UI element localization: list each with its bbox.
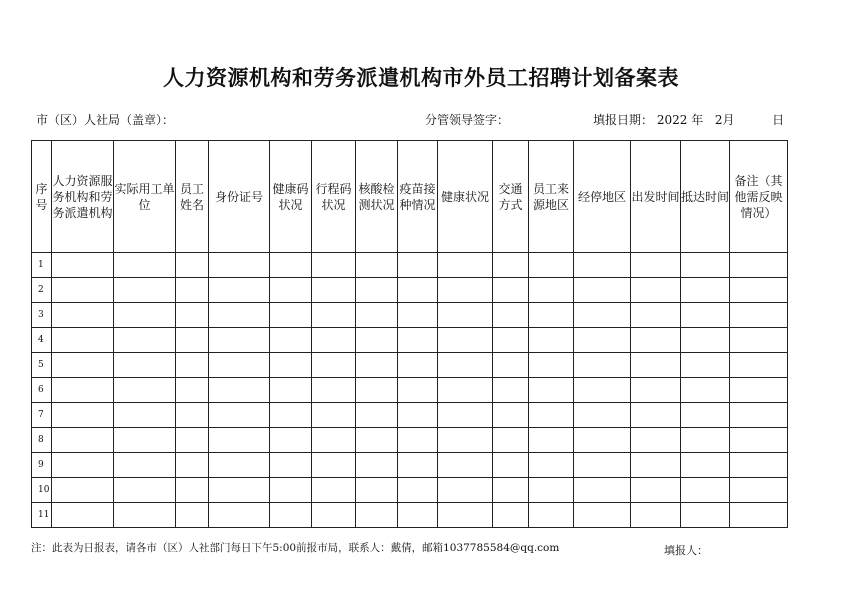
table-cell[interactable] — [270, 303, 312, 328]
table-cell[interactable] — [209, 478, 270, 503]
table-cell[interactable] — [270, 428, 312, 453]
table-cell[interactable] — [356, 303, 398, 328]
table-cell[interactable] — [574, 453, 631, 478]
table-cell[interactable] — [398, 353, 438, 378]
table-cell[interactable] — [176, 453, 209, 478]
table-cell[interactable] — [356, 478, 398, 503]
column-header: 健康状况 — [438, 141, 493, 253]
table-cell[interactable] — [730, 253, 788, 278]
leader-sign-label: 分管领导签字： — [425, 113, 510, 127]
table-cell[interactable] — [574, 353, 631, 378]
table-cell[interactable] — [114, 378, 176, 403]
table-cell[interactable] — [356, 378, 398, 403]
table-cell[interactable] — [176, 278, 209, 303]
table-cell[interactable] — [493, 453, 529, 478]
bureau-seal-label: 市（区）人社局（盖章）： — [36, 113, 175, 127]
table-row — [32, 503, 788, 528]
table-cell[interactable] — [438, 503, 493, 528]
table-cell[interactable] — [312, 428, 356, 453]
table-cell[interactable] — [356, 278, 398, 303]
table-cell[interactable] — [52, 378, 114, 403]
table-cell[interactable] — [312, 278, 356, 303]
table-cell[interactable] — [730, 403, 788, 428]
table-row — [32, 378, 788, 403]
table-cell[interactable] — [209, 403, 270, 428]
column-header: 疫苗接种情况 — [398, 141, 438, 253]
table-cell[interactable] — [176, 378, 209, 403]
table-cell[interactable] — [438, 328, 493, 353]
table-cell[interactable] — [681, 453, 730, 478]
table-cell[interactable] — [398, 253, 438, 278]
table-cell[interactable] — [438, 453, 493, 478]
table-cell[interactable] — [312, 328, 356, 353]
row-number: 8 — [32, 428, 52, 453]
table-cell[interactable] — [176, 478, 209, 503]
table-cell[interactable] — [114, 403, 176, 428]
table-cell[interactable] — [209, 353, 270, 378]
table-cell[interactable] — [493, 278, 529, 303]
table-cell[interactable] — [681, 403, 730, 428]
table-cell[interactable] — [312, 253, 356, 278]
table-cell[interactable] — [52, 503, 114, 528]
table-cell[interactable] — [529, 478, 574, 503]
table-cell[interactable] — [493, 253, 529, 278]
table-row — [32, 453, 788, 478]
column-header: 经停地区 — [574, 141, 631, 253]
table-cell[interactable] — [209, 428, 270, 453]
table-cell[interactable] — [209, 253, 270, 278]
table-cell[interactable] — [270, 503, 312, 528]
row-number: 6 — [32, 378, 52, 403]
column-header: 核酸检测状况 — [356, 141, 398, 253]
table-cell[interactable] — [730, 453, 788, 478]
table-cell[interactable] — [114, 478, 176, 503]
table-cell[interactable] — [398, 503, 438, 528]
table-cell[interactable] — [52, 353, 114, 378]
fill-date-day: 日 — [772, 113, 785, 127]
table-cell[interactable] — [52, 303, 114, 328]
table-cell[interactable] — [312, 378, 356, 403]
filler-label: 填报人： — [664, 544, 708, 557]
table-row — [32, 278, 788, 303]
table-cell[interactable] — [529, 353, 574, 378]
row-number: 9 — [32, 453, 52, 478]
table-cell[interactable] — [730, 478, 788, 503]
column-header: 交通方式 — [493, 141, 529, 253]
table-cell[interactable] — [631, 503, 681, 528]
table-cell[interactable] — [529, 278, 574, 303]
recruitment-plan-table — [31, 140, 788, 528]
table-cell[interactable] — [631, 478, 681, 503]
table-cell[interactable] — [356, 328, 398, 353]
fill-date — [593, 111, 784, 128]
table-cell[interactable] — [574, 503, 631, 528]
table-cell[interactable] — [529, 328, 574, 353]
table-cell[interactable] — [493, 428, 529, 453]
table-cell[interactable] — [312, 353, 356, 378]
table-cell[interactable] — [493, 328, 529, 353]
row-number: 7 — [32, 403, 52, 428]
table-cell[interactable] — [529, 403, 574, 428]
table-cell[interactable] — [529, 378, 574, 403]
table-cell[interactable] — [493, 403, 529, 428]
table-cell[interactable] — [398, 428, 438, 453]
table-cell[interactable] — [493, 478, 529, 503]
table-cell[interactable] — [312, 453, 356, 478]
table-cell[interactable] — [438, 253, 493, 278]
footer-note: 注：此表为日报表，请各市（区）人社部门每日下午5:00前报市局，联系人：戴倩，邮箱1037785584@qq.com — [31, 542, 560, 554]
column-header: 实际用工单位 — [114, 141, 176, 253]
table-cell[interactable] — [398, 403, 438, 428]
page-title: 人力资源机构和劳务派遣机构市外员工招聘计划备案表 — [163, 66, 679, 90]
column-header: 行程码状况 — [312, 141, 356, 253]
table-cell[interactable] — [681, 278, 730, 303]
table-cell[interactable] — [529, 503, 574, 528]
table-cell[interactable] — [114, 453, 176, 478]
table-cell[interactable] — [356, 403, 398, 428]
table-cell[interactable] — [270, 328, 312, 353]
table-cell[interactable] — [631, 403, 681, 428]
table-cell[interactable] — [529, 428, 574, 453]
table-cell[interactable] — [398, 378, 438, 403]
table-cell[interactable] — [631, 378, 681, 403]
table-cell[interactable] — [176, 253, 209, 278]
table-cell[interactable] — [631, 328, 681, 353]
table-cell[interactable] — [398, 303, 438, 328]
table-cell[interactable] — [356, 353, 398, 378]
table-cell[interactable] — [176, 428, 209, 453]
table-cell[interactable] — [114, 253, 176, 278]
table-cell[interactable] — [52, 253, 114, 278]
table-cell[interactable] — [730, 428, 788, 453]
table-cell[interactable] — [730, 278, 788, 303]
row-number: 3 — [32, 303, 52, 328]
table-cell[interactable] — [681, 503, 730, 528]
table-cell[interactable] — [114, 503, 176, 528]
column-header: 员工来源地区 — [529, 141, 574, 253]
table-cell[interactable] — [270, 478, 312, 503]
table-cell[interactable] — [270, 278, 312, 303]
table-cell[interactable] — [574, 478, 631, 503]
table-cell[interactable] — [438, 303, 493, 328]
table-cell[interactable] — [438, 378, 493, 403]
table-cell[interactable] — [574, 403, 631, 428]
table-cell[interactable] — [270, 353, 312, 378]
table-row — [32, 328, 788, 353]
table-cell[interactable] — [438, 353, 493, 378]
table-row — [32, 478, 788, 503]
table-cell[interactable] — [681, 428, 730, 453]
table-cell[interactable] — [681, 303, 730, 328]
table-cell[interactable] — [574, 378, 631, 403]
table-cell[interactable] — [52, 403, 114, 428]
table-cell[interactable] — [529, 253, 574, 278]
column-header: 序号 — [32, 141, 52, 253]
table-row — [32, 303, 788, 328]
table-cell[interactable] — [574, 278, 631, 303]
table-cell[interactable] — [574, 253, 631, 278]
table-cell[interactable] — [52, 328, 114, 353]
table-cell[interactable] — [114, 428, 176, 453]
table-row — [32, 253, 788, 278]
table-cell[interactable] — [356, 253, 398, 278]
table-cell[interactable] — [209, 453, 270, 478]
column-header: 抵达时间 — [681, 141, 730, 253]
table-cell[interactable] — [398, 478, 438, 503]
table-cell[interactable] — [398, 278, 438, 303]
table-cell[interactable] — [681, 478, 730, 503]
table-header-row — [32, 141, 788, 253]
table-cell[interactable] — [631, 353, 681, 378]
table-cell[interactable] — [493, 353, 529, 378]
table-cell[interactable] — [398, 453, 438, 478]
table-cell[interactable] — [730, 353, 788, 378]
table-cell[interactable] — [493, 303, 529, 328]
column-header: 备注（其他需反映情况） — [730, 141, 788, 253]
table-cell[interactable] — [438, 403, 493, 428]
table-cell[interactable] — [730, 328, 788, 353]
table-cell[interactable] — [176, 353, 209, 378]
table-cell[interactable] — [270, 403, 312, 428]
table-cell[interactable] — [574, 328, 631, 353]
table-cell[interactable] — [52, 428, 114, 453]
table-cell[interactable] — [312, 403, 356, 428]
table-cell[interactable] — [209, 503, 270, 528]
table-row — [32, 403, 788, 428]
table-row — [32, 428, 788, 453]
table-cell[interactable] — [209, 328, 270, 353]
table-cell[interactable] — [681, 378, 730, 403]
table-cell[interactable] — [209, 278, 270, 303]
row-number: 5 — [32, 353, 52, 378]
table-cell[interactable] — [114, 303, 176, 328]
table-cell[interactable] — [356, 428, 398, 453]
table-cell[interactable] — [681, 353, 730, 378]
table-cell[interactable] — [730, 303, 788, 328]
table-cell[interactable] — [209, 378, 270, 403]
table-cell[interactable] — [270, 378, 312, 403]
table-cell[interactable] — [356, 503, 398, 528]
table-cell[interactable] — [529, 303, 574, 328]
table-cell[interactable] — [52, 278, 114, 303]
table-cell[interactable] — [312, 503, 356, 528]
table-cell[interactable] — [493, 503, 529, 528]
table-cell[interactable] — [681, 253, 730, 278]
table-cell[interactable] — [631, 303, 681, 328]
table-cell[interactable] — [114, 328, 176, 353]
table-cell[interactable] — [312, 303, 356, 328]
table-cell[interactable] — [438, 428, 493, 453]
table-cell[interactable] — [681, 328, 730, 353]
table-cell[interactable] — [270, 253, 312, 278]
fill-date-label: 填报日期： — [593, 113, 654, 127]
table-cell[interactable] — [631, 428, 681, 453]
table-cell[interactable] — [631, 278, 681, 303]
table-cell[interactable] — [730, 503, 788, 528]
row-number: 1 — [32, 253, 52, 278]
fill-date-month: 2月 — [714, 113, 735, 127]
table-cell[interactable] — [493, 378, 529, 403]
table-cell[interactable] — [209, 303, 270, 328]
table-cell[interactable] — [312, 478, 356, 503]
table-row — [32, 353, 788, 378]
column-header: 健康码状况 — [270, 141, 312, 253]
table-cell[interactable] — [52, 453, 114, 478]
fill-date-year: 2022 年 — [656, 113, 704, 127]
table-cell[interactable] — [631, 453, 681, 478]
table-cell[interactable] — [438, 478, 493, 503]
row-number: 4 — [32, 328, 52, 353]
row-number: 2 — [32, 278, 52, 303]
table-cell[interactable] — [176, 328, 209, 353]
table-cell[interactable] — [114, 278, 176, 303]
table-cell[interactable] — [176, 403, 209, 428]
column-header: 员工姓名 — [176, 141, 209, 253]
table-cell[interactable] — [52, 478, 114, 503]
table-cell[interactable] — [114, 353, 176, 378]
table-cell[interactable] — [529, 453, 574, 478]
row-number: 11 — [32, 503, 52, 528]
table-cell[interactable] — [176, 303, 209, 328]
table-cell[interactable] — [356, 453, 398, 478]
table-cell[interactable] — [176, 503, 209, 528]
table-cell[interactable] — [574, 428, 631, 453]
table-cell[interactable] — [631, 253, 681, 278]
table-cell[interactable] — [398, 328, 438, 353]
column-header: 身份证号 — [209, 141, 270, 253]
row-number: 10 — [32, 478, 52, 503]
column-header: 人力资源服务机构和劳务派遣机构 — [52, 141, 114, 253]
table-cell[interactable] — [438, 278, 493, 303]
table-cell[interactable] — [270, 453, 312, 478]
table-cell[interactable] — [730, 378, 788, 403]
table-cell[interactable] — [574, 303, 631, 328]
column-header: 出发时间 — [631, 141, 681, 253]
